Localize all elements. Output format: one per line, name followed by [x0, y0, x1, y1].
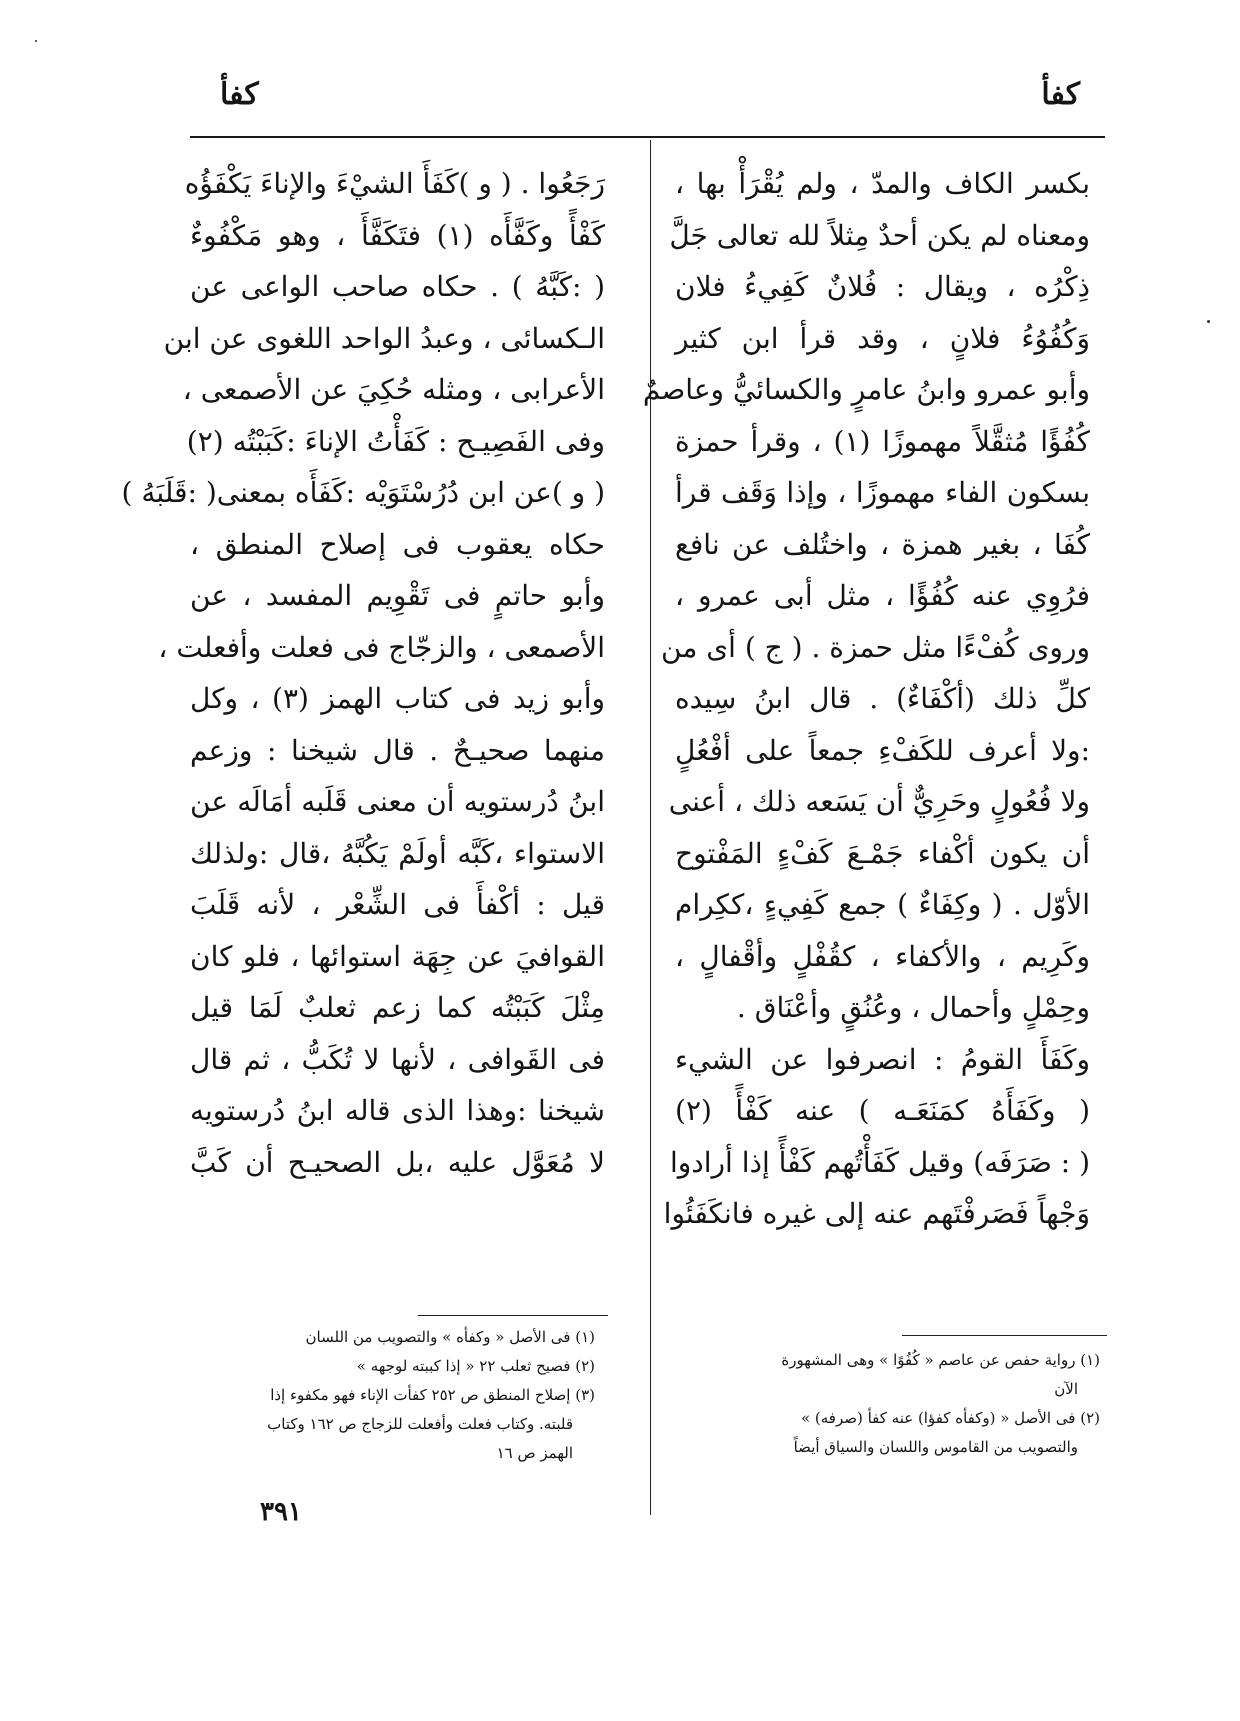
- text-line: حكاه يعقوب فى إصلاح المنطق ،: [190, 527, 605, 561]
- text-line: كُفُؤًا مُثقَّلاً مهموزًا (١) ، وقرأ حمزة: [675, 424, 1090, 458]
- text-line: الـكسائى ، وعبدُ الواحد اللغوى عن ابن: [163, 321, 605, 355]
- text-line: ولا فُعُولٍ وحَرِيٌّ أن يَسَعه ذلك ، أعنى: [668, 785, 1090, 818]
- text-line: فى القَوافى ، لأنها لا تُكَبُّ ، ثم قال: [190, 1042, 605, 1076]
- column-divider: [650, 140, 651, 1515]
- text-line: ومعناه لم يكن أحدٌ مِثلاً لله تعالى جَلَّ: [669, 218, 1090, 252]
- text-line: وأبو حاتمٍ فى تَقْوِيم المفسد ، عن: [190, 579, 605, 612]
- text-line: ذِكْرُه ، ويقال : فُلانٌ كَفِيءُ فلان: [675, 270, 1090, 303]
- footnote-line: والتصويب من القاموس واللسان والسياق أيضاً: [793, 1438, 1078, 1456]
- text-line: مِثْلَ كَبَبْتُه كما زعم ثعلبٌ لَمَا قيل: [190, 991, 605, 1024]
- left-column-text: [121, 158, 606, 1188]
- text-line: وكَفَأَ القومُ : انصرفوا عن الشيء: [675, 1042, 1090, 1076]
- footnote-line: (١) رواية حفص عن عاصم « كُفُوًا » وهى المشهورة: [781, 1351, 1100, 1369]
- text-line: ( و )عن ابن دُرُسْتَوَيْه :كَفَأَه بمعنى( :قَلَبَهُ ): [121, 476, 605, 509]
- text-line: ابنُ دُرستويه أن معنى قَلَبه أمَالَه عن: [190, 785, 605, 818]
- text-line: شيخنا :وهذا الذى قاله ابنُ دُرستويه: [190, 1094, 605, 1127]
- text-line: ( وكَفَأَهُ كمَنَعَـه ) عنه كَفْأً (٢): [675, 1094, 1090, 1127]
- text-line: الأصمعى ، والزجّاج فى فعلت وأفعلت ،: [158, 630, 605, 664]
- text-line: فرُوِي عنه كُفُؤًا ، مثل أبى عمرو ،: [675, 579, 1090, 612]
- footnote-line: قلبته. وكتاب فعلت وأفعلت للزجاج ص ١٦٢ وكتاب: [267, 1415, 573, 1433]
- text-line: لا مُعَوَّل عليه ،بل الصحيـح أن كَبَّ: [190, 1145, 605, 1179]
- text-line: كُفَا ، بغير همزة ، واختُلف عن نافع: [675, 527, 1090, 561]
- text-line: وأبو عمرو وابنُ عامرٍ والكسائيُّ وعاصمٌ: [642, 373, 1090, 406]
- footnote-line: الهمز ص ١٦: [496, 1444, 573, 1462]
- text-line: منهما صحيـحٌ . قال شيخنا : وزعم: [190, 733, 605, 767]
- text-line: وحِمْلٍ وأحمال ، وعُنُقٍ وأعْنَاق .: [736, 991, 1090, 1024]
- right-column-text: [642, 158, 1090, 1240]
- text-line: القوافيَ عن جِهَة استوائها ، فلو كان: [190, 939, 605, 973]
- text-line: أن يكون أكْفاء جَمْـعَ كَفْءٍ المَفْتوح: [675, 836, 1090, 870]
- text-line: الاستواء ،كَبَّه أولَمْ يَكُبَّهُ ،قال :ولذلك: [190, 836, 605, 870]
- footnote-rule-left: [418, 1315, 608, 1316]
- page-number: ٣٩١: [260, 1497, 302, 1527]
- footnotes-right: [690, 1346, 1100, 1462]
- text-line: كلِّ ذلك (أكْفَاءٌ) . قال ابنُ سِيده: [675, 682, 1090, 715]
- text-line: بكسر الكاف والمدّ ، ولم يُقْرَأْ بها ،: [675, 167, 1090, 200]
- text-line: كَفْأً وكَفَّأَه (١) فتَكَفَّأَ ، وهو مَكْفُوءٌ: [190, 218, 606, 252]
- text-line: رَجَعُوا . ( و )كَفَأَ الشيْءَ والإناءَ يَكْفَؤُه: [184, 167, 605, 200]
- text-line: :ولا أعرف للكَفْءِ جمعاً على أفْعُلٍ: [675, 733, 1090, 767]
- text-line: الأوّل . ( وكِفَاءٌ ) جمع كَفِيءٍ ،ككِرام: [675, 888, 1090, 921]
- text-line: وَجْهاً فَصَرفْتَهم عنه إلى غيره فانكَفَئُوا: [663, 1197, 1090, 1230]
- scan-speck: [1207, 320, 1210, 323]
- text-line: وأبو زيد فى كتاب الهمز (٣) ، وكل: [190, 682, 605, 715]
- footnote-line: (١) فى الأصل « وكفأه » والتصويب من اللسان: [305, 1328, 595, 1346]
- footnote-line: (٢) فصيح ثعلب ٢٢ « إذا كببته لوجهه »: [356, 1357, 595, 1375]
- text-line: ( : صَرَفَه) وقيل كَفَأْتُهم كَفْأً إذا أرادوا: [669, 1145, 1090, 1179]
- footnote-line: (٢) فى الأصل « (وكفأه كفؤا) عنه كفأ (صرفه) »: [800, 1409, 1100, 1427]
- text-line: بسكون الفاء مهموزًا ، وإذا وَقَف قرأ: [675, 476, 1090, 509]
- scan-speck: [35, 40, 37, 42]
- header-rule: [190, 136, 1105, 138]
- running-header-left: كفأ: [220, 77, 259, 112]
- footnote-rule-right: [902, 1335, 1107, 1336]
- text-line: ( :كَبَّهُ ) . حكاه صاحب الواعى عن: [190, 270, 605, 303]
- text-line: وروى كُفْءًا مثل حمزة . ( ج ) أى من: [661, 630, 1090, 664]
- text-line: الأعرابى ، ومثله حُكِيَ عن الأصمعى ،: [182, 373, 605, 406]
- running-header-right: كفأ: [1041, 77, 1080, 112]
- footnote-line: (٣) إصلاح المنطق ص ٢٥٢ كفأت الإناء فهو مكفوء إذا: [270, 1386, 595, 1404]
- text-line: قيل : أكْفأَ فى الشِّعْر ، لأنه قَلَبَ: [190, 888, 605, 921]
- text-line: وفى الفَصِيـح : كَفَأْتُ الإناءَ :كَبَبْتُه (٢): [186, 424, 605, 458]
- footnote-line: الآن: [1054, 1380, 1078, 1398]
- footnotes-left: [200, 1323, 595, 1468]
- text-line: وكَرِيم ، والأكفاء ، كقُفْلٍ وأقْفالٍ ،: [675, 939, 1090, 973]
- text-line: وَكُفُوُءُ فلانٍ ، وقد قرأ ابن كثير: [675, 321, 1090, 355]
